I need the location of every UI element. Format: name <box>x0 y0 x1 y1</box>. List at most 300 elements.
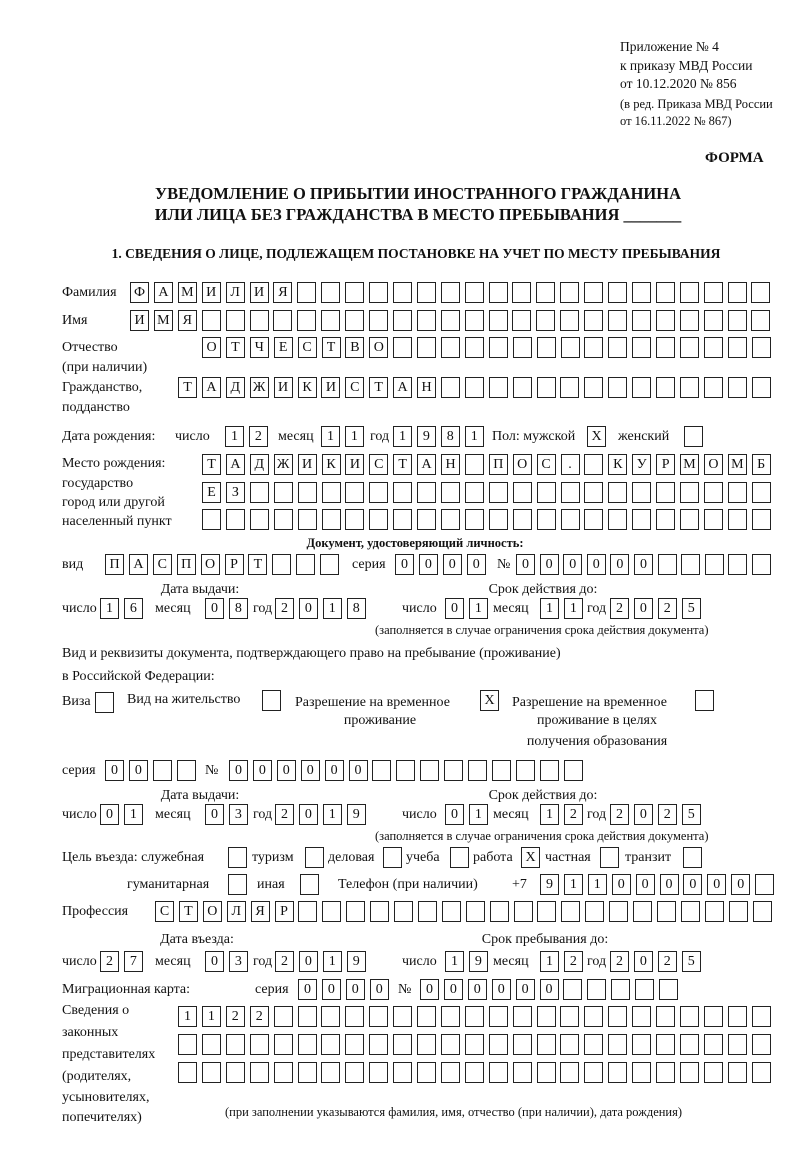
char-box[interactable]: Т <box>369 377 388 398</box>
char-box[interactable]: П <box>177 554 196 575</box>
char-box[interactable] <box>611 979 630 1000</box>
char-box[interactable] <box>704 482 723 503</box>
char-box[interactable] <box>272 554 291 575</box>
char-box[interactable] <box>296 554 315 575</box>
char-box[interactable]: 1 <box>469 804 488 825</box>
char-box[interactable]: Т <box>179 901 198 922</box>
char-box[interactable] <box>728 1034 747 1055</box>
char-box[interactable] <box>536 282 555 303</box>
checkbox[interactable] <box>228 847 247 868</box>
char-box[interactable] <box>584 337 603 358</box>
char-box[interactable] <box>752 337 771 358</box>
char-box[interactable]: 0 <box>299 598 318 619</box>
char-box[interactable] <box>320 554 339 575</box>
char-box[interactable]: 0 <box>322 979 341 1000</box>
char-box[interactable] <box>322 901 341 922</box>
char-box[interactable] <box>250 509 269 530</box>
char-box[interactable] <box>584 310 603 331</box>
char-box[interactable] <box>564 760 583 781</box>
char-box[interactable] <box>608 482 627 503</box>
char-box[interactable] <box>561 337 580 358</box>
char-box[interactable] <box>681 554 700 575</box>
char-box[interactable] <box>584 454 603 475</box>
char-box[interactable]: 5 <box>682 951 701 972</box>
char-box[interactable] <box>492 760 511 781</box>
char-box[interactable]: 0 <box>420 979 439 1000</box>
char-box[interactable] <box>608 377 627 398</box>
char-box[interactable] <box>250 482 269 503</box>
char-box[interactable]: 0 <box>610 554 629 575</box>
char-box[interactable]: 0 <box>105 760 124 781</box>
char-box[interactable]: 0 <box>205 598 224 619</box>
char-box[interactable] <box>632 1034 651 1055</box>
char-box[interactable]: Ж <box>250 377 269 398</box>
char-box[interactable]: 0 <box>731 874 750 895</box>
char-box[interactable] <box>153 760 172 781</box>
char-box[interactable]: 0 <box>634 951 653 972</box>
char-box[interactable] <box>345 482 364 503</box>
char-box[interactable] <box>513 1062 532 1083</box>
char-box[interactable] <box>608 1034 627 1055</box>
char-box[interactable] <box>465 310 484 331</box>
char-box[interactable] <box>417 1062 436 1083</box>
char-box[interactable] <box>178 1062 197 1083</box>
char-box[interactable]: 0 <box>445 598 464 619</box>
char-box[interactable]: 0 <box>516 554 535 575</box>
char-box[interactable]: 1 <box>469 598 488 619</box>
char-box[interactable] <box>513 482 532 503</box>
char-box[interactable] <box>394 901 413 922</box>
char-box[interactable]: 1 <box>124 804 143 825</box>
char-box[interactable] <box>656 377 675 398</box>
char-box[interactable] <box>755 874 774 895</box>
char-box[interactable]: О <box>201 554 220 575</box>
char-box[interactable] <box>417 482 436 503</box>
char-box[interactable] <box>680 1034 699 1055</box>
char-box[interactable] <box>465 1034 484 1055</box>
char-box[interactable] <box>608 1062 627 1083</box>
char-box[interactable]: 0 <box>277 760 296 781</box>
char-box[interactable]: Р <box>275 901 294 922</box>
char-box[interactable] <box>274 1006 293 1027</box>
char-box[interactable] <box>633 901 652 922</box>
char-box[interactable]: 2 <box>226 1006 245 1027</box>
char-box[interactable] <box>417 1006 436 1027</box>
char-box[interactable]: 0 <box>563 554 582 575</box>
char-box[interactable] <box>417 1034 436 1055</box>
char-box[interactable] <box>513 377 532 398</box>
char-box[interactable] <box>441 509 460 530</box>
char-box[interactable] <box>704 1006 723 1027</box>
char-box[interactable] <box>561 509 580 530</box>
char-box[interactable] <box>584 1034 603 1055</box>
char-box[interactable]: Л <box>227 901 246 922</box>
char-box[interactable] <box>417 282 436 303</box>
char-box[interactable] <box>489 337 508 358</box>
char-box[interactable]: 0 <box>299 804 318 825</box>
char-box[interactable] <box>345 509 364 530</box>
char-box[interactable] <box>369 282 388 303</box>
char-box[interactable] <box>728 310 747 331</box>
char-box[interactable]: 0 <box>587 554 606 575</box>
checkbox[interactable] <box>683 847 702 868</box>
char-box[interactable] <box>417 337 436 358</box>
char-box[interactable] <box>728 554 747 575</box>
char-box[interactable]: 5 <box>682 804 701 825</box>
char-box[interactable] <box>680 282 699 303</box>
char-box[interactable] <box>680 1062 699 1083</box>
char-box[interactable]: А <box>202 377 221 398</box>
char-box[interactable] <box>751 282 770 303</box>
char-box[interactable] <box>465 454 484 475</box>
char-box[interactable] <box>537 337 556 358</box>
char-box[interactable] <box>587 979 606 1000</box>
char-box[interactable] <box>608 337 627 358</box>
char-box[interactable] <box>609 901 628 922</box>
char-box[interactable] <box>728 1062 747 1083</box>
char-box[interactable] <box>537 1062 556 1083</box>
char-box[interactable]: 2 <box>658 804 677 825</box>
char-box[interactable] <box>490 901 509 922</box>
char-box[interactable]: Ф <box>130 282 149 303</box>
char-box[interactable] <box>418 901 437 922</box>
char-box[interactable] <box>465 482 484 503</box>
char-box[interactable] <box>513 1034 532 1055</box>
char-box[interactable]: 0 <box>370 979 389 1000</box>
char-box[interactable]: 1 <box>465 426 484 447</box>
char-box[interactable] <box>298 1034 317 1055</box>
char-box[interactable] <box>274 1062 293 1083</box>
char-box[interactable]: Т <box>393 454 412 475</box>
char-box[interactable] <box>656 1062 675 1083</box>
char-box[interactable]: 0 <box>419 554 438 575</box>
char-box[interactable] <box>346 901 365 922</box>
char-box[interactable]: М <box>680 454 699 475</box>
char-box[interactable]: 3 <box>229 804 248 825</box>
char-box[interactable] <box>345 1034 364 1055</box>
char-box[interactable]: 0 <box>253 760 272 781</box>
char-box[interactable] <box>298 901 317 922</box>
char-box[interactable]: Я <box>273 282 292 303</box>
checkbox[interactable]: X <box>521 847 540 868</box>
char-box[interactable]: С <box>153 554 172 575</box>
char-box[interactable] <box>584 482 603 503</box>
char-box[interactable] <box>297 310 316 331</box>
char-box[interactable]: Е <box>274 337 293 358</box>
char-box[interactable] <box>226 1062 245 1083</box>
char-box[interactable]: 1 <box>564 874 583 895</box>
char-box[interactable] <box>632 1062 651 1083</box>
char-box[interactable] <box>656 337 675 358</box>
char-box[interactable]: А <box>154 282 173 303</box>
char-box[interactable] <box>728 377 747 398</box>
char-box[interactable] <box>345 1006 364 1027</box>
char-box[interactable]: 2 <box>564 951 583 972</box>
char-box[interactable] <box>274 1034 293 1055</box>
char-box[interactable]: 1 <box>540 804 559 825</box>
char-box[interactable]: 9 <box>417 426 436 447</box>
char-box[interactable] <box>514 901 533 922</box>
char-box[interactable] <box>489 310 508 331</box>
char-box[interactable] <box>752 554 771 575</box>
checkbox[interactable] <box>695 690 714 711</box>
char-box[interactable] <box>537 901 556 922</box>
char-box[interactable] <box>513 509 532 530</box>
char-box[interactable] <box>752 1006 771 1027</box>
char-box[interactable]: 0 <box>468 979 487 1000</box>
char-box[interactable]: 5 <box>682 598 701 619</box>
char-box[interactable]: Н <box>417 377 436 398</box>
char-box[interactable]: И <box>202 282 221 303</box>
char-box[interactable] <box>560 282 579 303</box>
char-box[interactable] <box>393 282 412 303</box>
char-box[interactable]: С <box>155 901 174 922</box>
char-box[interactable] <box>393 337 412 358</box>
char-box[interactable] <box>728 509 747 530</box>
char-box[interactable] <box>441 1006 460 1027</box>
char-box[interactable]: 0 <box>516 979 535 1000</box>
char-box[interactable] <box>704 337 723 358</box>
char-box[interactable] <box>417 310 436 331</box>
char-box[interactable] <box>560 1034 579 1055</box>
char-box[interactable] <box>584 1006 603 1027</box>
char-box[interactable] <box>441 482 460 503</box>
char-box[interactable]: 0 <box>683 874 702 895</box>
char-box[interactable]: 1 <box>202 1006 221 1027</box>
char-box[interactable] <box>512 282 531 303</box>
char-box[interactable]: 0 <box>612 874 631 895</box>
char-box[interactable]: 2 <box>610 804 629 825</box>
char-box[interactable] <box>704 1062 723 1083</box>
char-box[interactable]: Я <box>251 901 270 922</box>
char-box[interactable] <box>512 310 531 331</box>
char-box[interactable] <box>322 482 341 503</box>
char-box[interactable]: 0 <box>100 804 119 825</box>
char-box[interactable] <box>489 282 508 303</box>
char-box[interactable]: 8 <box>229 598 248 619</box>
char-box[interactable] <box>632 310 651 331</box>
char-box[interactable]: . <box>561 454 580 475</box>
char-box[interactable] <box>466 901 485 922</box>
char-box[interactable] <box>321 1062 340 1083</box>
char-box[interactable]: 2 <box>275 804 294 825</box>
char-box[interactable]: 1 <box>540 598 559 619</box>
char-box[interactable] <box>728 282 747 303</box>
char-box[interactable]: У <box>632 454 651 475</box>
char-box[interactable]: Б <box>752 454 771 475</box>
char-box[interactable] <box>369 1006 388 1027</box>
char-box[interactable]: М <box>728 454 747 475</box>
char-box[interactable]: 9 <box>347 951 366 972</box>
char-box[interactable]: О <box>513 454 532 475</box>
char-box[interactable] <box>561 901 580 922</box>
char-box[interactable]: С <box>537 454 556 475</box>
char-box[interactable] <box>250 1034 269 1055</box>
char-box[interactable] <box>489 1006 508 1027</box>
char-box[interactable] <box>729 901 748 922</box>
char-box[interactable]: П <box>489 454 508 475</box>
char-box[interactable] <box>202 310 221 331</box>
char-box[interactable]: 0 <box>301 760 320 781</box>
char-box[interactable]: 1 <box>445 951 464 972</box>
char-box[interactable]: 0 <box>205 951 224 972</box>
char-box[interactable]: 0 <box>636 874 655 895</box>
char-box[interactable] <box>656 482 675 503</box>
char-box[interactable]: 2 <box>275 598 294 619</box>
char-box[interactable] <box>393 509 412 530</box>
char-box[interactable] <box>658 554 677 575</box>
char-box[interactable]: Д <box>250 454 269 475</box>
char-box[interactable] <box>441 1062 460 1083</box>
checkbox[interactable] <box>262 690 281 711</box>
char-box[interactable] <box>632 377 651 398</box>
char-box[interactable] <box>465 509 484 530</box>
char-box[interactable]: С <box>369 454 388 475</box>
char-box[interactable]: О <box>369 337 388 358</box>
char-box[interactable] <box>632 1006 651 1027</box>
char-box[interactable]: 1 <box>540 951 559 972</box>
char-box[interactable]: Л <box>226 282 245 303</box>
char-box[interactable]: К <box>298 377 317 398</box>
char-box[interactable]: 0 <box>395 554 414 575</box>
char-box[interactable]: 2 <box>275 951 294 972</box>
char-box[interactable]: К <box>608 454 627 475</box>
char-box[interactable]: Т <box>226 337 245 358</box>
char-box[interactable] <box>753 901 772 922</box>
char-box[interactable] <box>465 1062 484 1083</box>
char-box[interactable]: 9 <box>540 874 559 895</box>
char-box[interactable] <box>442 901 461 922</box>
char-box[interactable] <box>537 377 556 398</box>
char-box[interactable]: 0 <box>443 554 462 575</box>
char-box[interactable]: 0 <box>445 804 464 825</box>
char-box[interactable] <box>540 760 559 781</box>
char-box[interactable]: И <box>321 377 340 398</box>
char-box[interactable]: 1 <box>321 426 340 447</box>
char-box[interactable]: 2 <box>610 598 629 619</box>
char-box[interactable] <box>177 760 196 781</box>
char-box[interactable]: В <box>345 337 364 358</box>
char-box[interactable]: М <box>154 310 173 331</box>
char-box[interactable]: 0 <box>634 804 653 825</box>
char-box[interactable]: Т <box>178 377 197 398</box>
char-box[interactable]: Е <box>202 482 221 503</box>
char-box[interactable]: Ж <box>274 454 293 475</box>
char-box[interactable]: 0 <box>129 760 148 781</box>
char-box[interactable]: Т <box>248 554 267 575</box>
char-box[interactable] <box>441 377 460 398</box>
char-box[interactable] <box>274 509 293 530</box>
char-box[interactable]: 3 <box>229 951 248 972</box>
char-box[interactable] <box>298 1006 317 1027</box>
char-box[interactable]: З <box>226 482 245 503</box>
char-box[interactable] <box>372 760 391 781</box>
char-box[interactable]: И <box>274 377 293 398</box>
char-box[interactable] <box>345 310 364 331</box>
char-box[interactable] <box>441 310 460 331</box>
char-box[interactable]: 0 <box>205 804 224 825</box>
char-box[interactable] <box>656 1006 675 1027</box>
char-box[interactable]: К <box>322 454 341 475</box>
char-box[interactable] <box>465 282 484 303</box>
char-box[interactable] <box>297 282 316 303</box>
char-box[interactable]: 0 <box>634 598 653 619</box>
char-box[interactable] <box>465 377 484 398</box>
char-box[interactable]: 2 <box>658 951 677 972</box>
checkbox[interactable] <box>305 847 324 868</box>
char-box[interactable] <box>632 282 651 303</box>
char-box[interactable]: 9 <box>347 804 366 825</box>
checkbox[interactable] <box>95 692 114 713</box>
char-box[interactable] <box>489 482 508 503</box>
char-box[interactable] <box>345 1062 364 1083</box>
char-box[interactable] <box>178 1034 197 1055</box>
char-box[interactable] <box>656 282 675 303</box>
char-box[interactable] <box>608 310 627 331</box>
char-box[interactable] <box>608 509 627 530</box>
char-box[interactable] <box>321 282 340 303</box>
char-box[interactable] <box>704 282 723 303</box>
char-box[interactable]: 0 <box>346 979 365 1000</box>
char-box[interactable] <box>441 337 460 358</box>
char-box[interactable] <box>536 310 555 331</box>
char-box[interactable]: Т <box>322 337 341 358</box>
char-box[interactable] <box>513 1006 532 1027</box>
char-box[interactable] <box>489 1034 508 1055</box>
char-box[interactable] <box>632 509 651 530</box>
char-box[interactable] <box>226 509 245 530</box>
char-box[interactable] <box>369 310 388 331</box>
char-box[interactable] <box>441 1034 460 1055</box>
char-box[interactable]: 0 <box>349 760 368 781</box>
char-box[interactable] <box>465 1006 484 1027</box>
char-box[interactable] <box>563 979 582 1000</box>
char-box[interactable]: Ч <box>250 337 269 358</box>
char-box[interactable] <box>441 282 460 303</box>
char-box[interactable]: Р <box>225 554 244 575</box>
char-box[interactable] <box>680 310 699 331</box>
char-box[interactable] <box>728 482 747 503</box>
char-box[interactable]: 1 <box>323 804 342 825</box>
char-box[interactable] <box>584 377 603 398</box>
char-box[interactable]: 2 <box>250 1006 269 1027</box>
char-box[interactable]: 0 <box>540 979 559 1000</box>
char-box[interactable]: 1 <box>564 598 583 619</box>
char-box[interactable] <box>369 1062 388 1083</box>
char-box[interactable] <box>704 310 723 331</box>
char-box[interactable]: 0 <box>540 554 559 575</box>
char-box[interactable] <box>632 337 651 358</box>
char-box[interactable] <box>321 310 340 331</box>
char-box[interactable] <box>250 1062 269 1083</box>
char-box[interactable] <box>420 760 439 781</box>
checkbox[interactable] <box>450 847 469 868</box>
char-box[interactable] <box>537 1034 556 1055</box>
char-box[interactable] <box>444 760 463 781</box>
char-box[interactable]: И <box>345 454 364 475</box>
char-box[interactable]: 0 <box>707 874 726 895</box>
char-box[interactable]: 6 <box>124 598 143 619</box>
char-box[interactable] <box>396 760 415 781</box>
char-box[interactable] <box>202 1034 221 1055</box>
char-box[interactable] <box>537 1006 556 1027</box>
char-box[interactable] <box>369 509 388 530</box>
char-box[interactable]: Т <box>202 454 221 475</box>
char-box[interactable]: С <box>345 377 364 398</box>
checkbox[interactable] <box>228 874 247 895</box>
char-box[interactable] <box>393 310 412 331</box>
char-box[interactable]: 0 <box>444 979 463 1000</box>
